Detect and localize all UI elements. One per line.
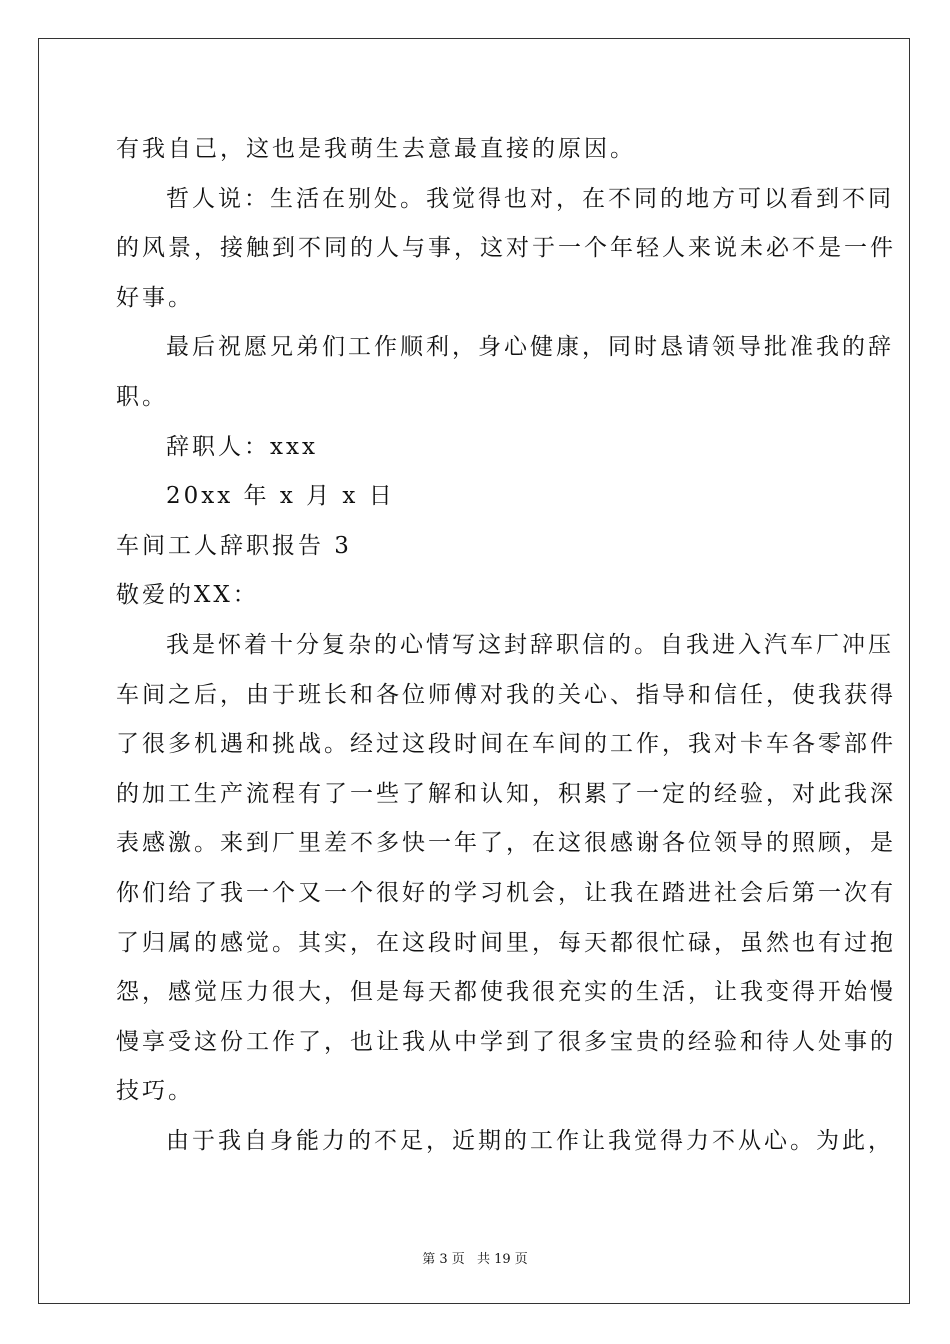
text-line: 车间之后，由于班长和各位师傅对我的关心、指导和信任，使我获得 [116,681,896,708]
text-line: 你们给了我一个又一个很好的学习机会，让我在踏进社会后第一次有 [116,879,896,906]
signature-line: 辞职人：xxx [166,433,318,460]
text-line: 的风景，接触到不同的人与事，这对于一个年轻人来说未必不是一件 [116,235,896,262]
salutation: 敬爱的XX： [116,582,259,609]
text-line: 了很多机遇和挑战。经过这段时间在车间的工作，我对卡车各零部件 [116,731,896,758]
text-line: 我是怀着十分复杂的心情写这封辞职信的。自我进入汽车厂冲压 [166,631,894,658]
text-line: 职。 [116,383,168,410]
section-title: 车间工人辞职报告 3 [116,532,352,559]
text-line: 的加工生产流程有了一些了解和认知，积累了一定的经验，对此我深 [116,780,896,807]
text-line: 好事。 [116,284,194,311]
document-body [116,125,896,1166]
page-number: 第 3 页 [422,1252,465,1267]
page-footer [0,1248,950,1267]
text-line: 慢享受这份工作了，也让我从中学到了很多宝贵的经验和待人处事的 [116,1028,896,1055]
text-line: 了归属的感觉。其实，在这段时间里，每天都很忙碌，虽然也有过抱 [116,929,896,956]
date-line: 20xx 年 x 月 x 日 [166,483,395,510]
text-line: 怨，感觉压力很大，但是每天都使我很充实的生活，让我变得开始慢 [116,979,896,1006]
text-line: 有我自己，这也是我萌生去意最直接的原因。 [116,136,636,162]
page-total: 共 19 页 [476,1252,528,1267]
text-line: 由于我自身能力的不足，近期的工作让我觉得力不从心。为此， [166,1127,894,1154]
text-line: 表感激。来到厂里差不多快一年了，在这很感谢各位领导的照顾，是 [116,830,896,857]
text-line: 技巧。 [116,1078,194,1105]
text-line: 哲人说：生活在别处。我觉得也对，在不同的地方可以看到不同 [166,185,894,212]
text-line: 最后祝愿兄弟们工作顺利，身心健康，同时恳请领导批准我的辞 [166,334,894,361]
